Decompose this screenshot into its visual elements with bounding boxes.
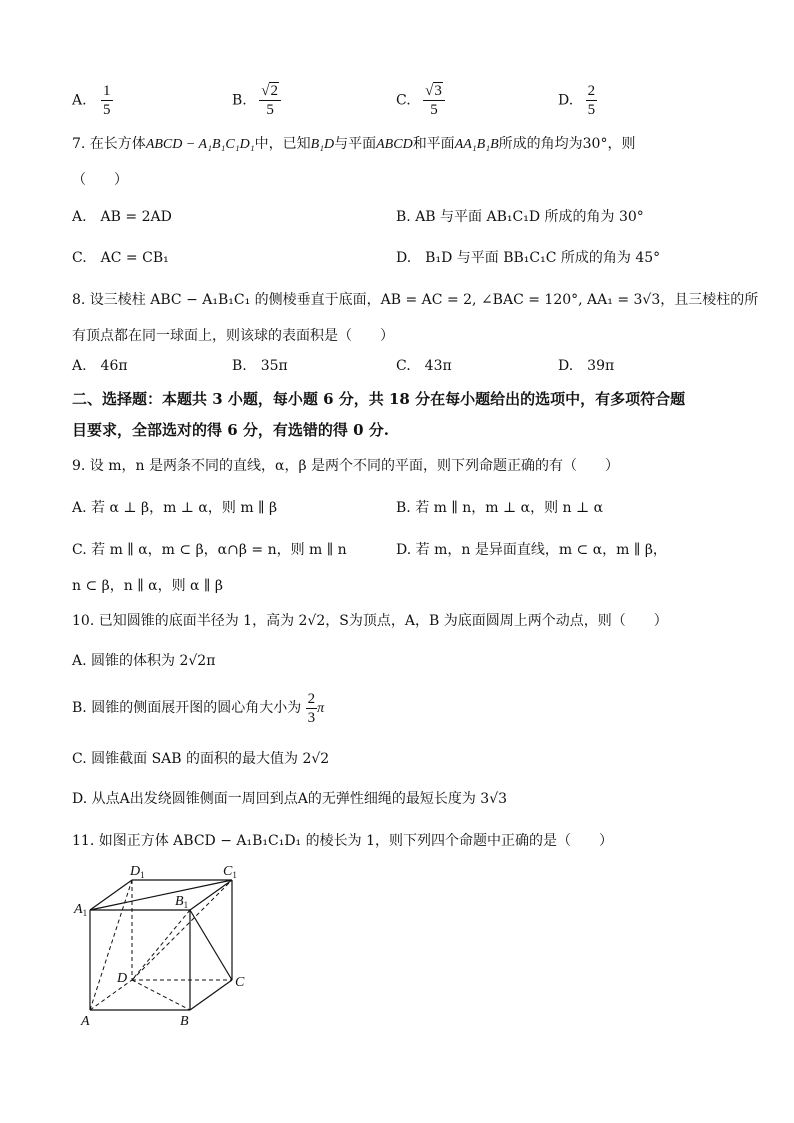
q7-option-a: A. AB = 2AD bbox=[72, 209, 172, 225]
q10-option-b: B. 圆锥的侧面展开图的圆心角大小为 $\frac{2}{3}$ π bbox=[72, 690, 325, 726]
q9-stem: 9. 设 m，n 是两条不同的直线，α，β 是两个不同的平面，则下列命题正确的有（ ） bbox=[72, 458, 619, 474]
label-C: C bbox=[235, 975, 245, 990]
q10-option-a: A. 圆锥的体积为 2√2π bbox=[72, 653, 216, 669]
q6-option-a: A. $\frac{1}{5}$ bbox=[72, 83, 111, 118]
q6-option-c: C. $\frac{√3}{5}$ bbox=[396, 82, 445, 119]
q8-option-d: D. 39π bbox=[558, 358, 615, 374]
section2-heading-line1: 二、选择题：本题共 3 小题，每小题 6 分，共 18 分在每小题给出的选项中，有多项符合题 bbox=[72, 390, 686, 408]
q10-stem: 10. 已知圆锥的底面半径为 1，高为 2√2，S为顶点，A，B 为底面圆周上两个动点，则（ ） bbox=[72, 613, 668, 629]
q9-option-b: B. 若 m ∥ n，m ⊥ α，则 n ⊥ α bbox=[396, 500, 604, 516]
q8-option-c: C. 43π bbox=[396, 358, 452, 374]
q9-option-c: C. 若 m ∥ α，m ⊂ β，α∩β = n，则 m ∥ n bbox=[72, 542, 347, 558]
q10-option-c: C. 圆锥截面 SAB 的面积的最大值为 2√2 bbox=[72, 751, 330, 767]
q7-stem: 7. 在长方体ABCD − A₁B₁C₁D₁中，已知B₁D与平面ABCD和平面AA₁B₁B所成的角均为30°，则 bbox=[72, 136, 636, 152]
q9-option-a: A. 若 α ⊥ β，m ⊥ α，则 m ∥ β bbox=[72, 500, 278, 516]
label-D: D bbox=[117, 971, 128, 986]
diag-DB bbox=[132, 980, 190, 1010]
label-C1: $C_1$ bbox=[223, 864, 237, 880]
q6-option-d: D. $\frac{2}{5}$ bbox=[558, 83, 596, 118]
label-B1: $B_1$ bbox=[175, 894, 189, 910]
diag-B1D bbox=[132, 910, 190, 980]
q9-option-d-line2: n ⊂ β，n ∥ α，则 α ∥ β bbox=[72, 578, 223, 594]
q7-option-c: C. AC = CB₁ bbox=[72, 250, 169, 266]
label-A1: $A_1$ bbox=[74, 902, 88, 918]
q7-paren: （ ） bbox=[72, 172, 128, 188]
label-D1: $D_1$ bbox=[130, 864, 145, 880]
label-B: B bbox=[180, 1014, 189, 1029]
edge-BC bbox=[190, 980, 232, 1010]
label-A: A bbox=[81, 1014, 90, 1029]
q10-option-d: D. 从点A出发绕圆锥侧面一周回到点A的无弹性细绳的最短长度为 3√3 bbox=[72, 791, 508, 807]
q8-stem-line1: 8. 设三棱柱 ABC − A₁B₁C₁ 的侧棱垂直于底面，AB = AC = 2, ∠BAC = 120°, AA₁ = 3√3，且三棱柱的所 bbox=[72, 292, 759, 308]
q8-stem-line2: 有顶点都在同一球面上，则该球的表面积是（ ） bbox=[72, 328, 394, 344]
q8-option-a: A. 46π bbox=[72, 358, 128, 374]
section2-heading-line2: 目要求，全部选对的得 6 分，有选错的得 0 分. bbox=[72, 421, 389, 439]
diag-AD1 bbox=[90, 880, 132, 1010]
q11-stem: 11. 如图正方体 ABCD − A₁B₁C₁D₁ 的棱长为 1，则下列四个命题中正确的是（ ） bbox=[72, 833, 613, 849]
q9-option-d-line1: D. 若 m，n 是异面直线，m ⊂ α，m ∥ β， bbox=[396, 542, 667, 558]
q7-option-d: D. B₁D 与平面 BB₁C₁C 所成的角为 45° bbox=[396, 250, 661, 266]
q7-option-b: B. AB 与平面 AB₁C₁D 所成的角为 30° bbox=[396, 209, 644, 225]
q6-option-b: B. $\frac{√2}{5}$ bbox=[232, 82, 281, 119]
diag-B1C bbox=[190, 910, 232, 980]
q8-option-b: B. 35π bbox=[232, 358, 288, 374]
cube-figure bbox=[70, 862, 260, 1032]
